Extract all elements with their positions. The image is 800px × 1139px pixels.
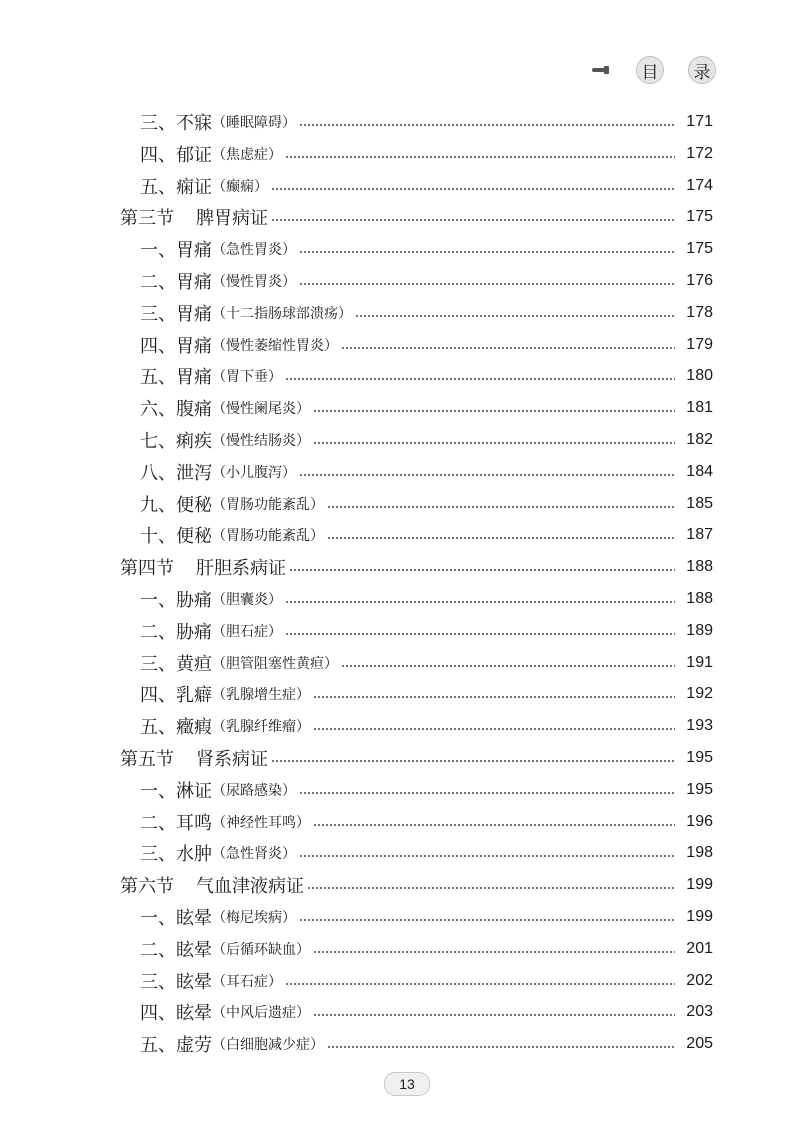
- toc-page-number: 195: [686, 780, 713, 798]
- toc-entry-subtitle: （慢性结肠炎）: [212, 433, 310, 449]
- toc-leader-dots: [327, 537, 675, 539]
- toc-entry-subtitle: （尿路感染）: [212, 782, 296, 799]
- toc-section-row: [0, 742, 800, 774]
- toc-entry-row: [0, 965, 800, 997]
- toc-entry-subtitle: （胆囊炎）: [212, 592, 282, 608]
- toc-page-number: 176: [686, 272, 713, 289]
- toc-entry-title: 五、痫证: [140, 176, 212, 198]
- toc-entry-subtitle: （胃下垂）: [212, 369, 282, 386]
- toc-entry-row: [0, 837, 800, 869]
- toc-entry-title: 三、黄疸: [140, 653, 212, 675]
- toc-entry-row: [0, 933, 800, 965]
- toc-leader-dots: [271, 760, 675, 762]
- toc-page-number: 184: [686, 462, 713, 480]
- toc-entry-row: [0, 678, 800, 710]
- toc-entry-title: 八、泄泻: [140, 462, 212, 484]
- toc-entry-title: 一、眩晕: [140, 908, 212, 929]
- toc-section-title: 气血津液病证: [196, 876, 304, 898]
- toc-entry-title: 五、虚劳: [140, 1035, 212, 1057]
- toc-entry-subtitle: （中风后遗症）: [212, 1005, 310, 1022]
- toc-page-number: 181: [686, 399, 713, 417]
- toc-entry-subtitle: （乳腺纤维瘤）: [212, 719, 310, 736]
- toc-entry-row: [0, 996, 800, 1028]
- toc-leader-dots: [313, 728, 675, 730]
- toc-entry-title: 二、眩晕: [140, 939, 212, 961]
- toc-section-label: 第五节: [120, 749, 174, 770]
- toc-entry-title: 一、胁痛: [140, 590, 212, 611]
- toc-entry-title: 三、不寐: [140, 113, 212, 134]
- toc-entry-row: [0, 488, 800, 520]
- toc-entry-subtitle: （十二指肠球部溃疡）: [212, 305, 352, 322]
- toc-leader-dots: [307, 887, 675, 889]
- toc-section-label: 第六节: [120, 876, 174, 898]
- toc-entry-title: 三、胃痛: [140, 303, 212, 325]
- toc-leader-dots: [313, 824, 675, 826]
- toc-page-number: 172: [686, 144, 713, 162]
- toc-entry-title: 四、眩晕: [140, 1003, 212, 1025]
- toc-leader-dots: [313, 696, 675, 698]
- brush-ornament-icon: [592, 65, 608, 75]
- toc-entry-title: 四、乳癖: [140, 685, 212, 707]
- header-char-mu: 目: [636, 56, 664, 84]
- toc-entry-subtitle: （癫痫）: [212, 178, 268, 195]
- toc-section-label: 第四节: [120, 558, 174, 580]
- toc-page-number: 192: [686, 685, 713, 703]
- toc-page-number: 179: [686, 335, 713, 353]
- toc-page-number: 178: [686, 303, 713, 321]
- toc-entry-subtitle: （胃肠功能紊乱）: [212, 496, 324, 513]
- toc-page-number: 187: [686, 526, 713, 544]
- toc-leader-dots: [313, 442, 675, 444]
- toc-entry-subtitle: （乳腺增生症）: [212, 687, 310, 704]
- toc-entry-row: [0, 519, 800, 551]
- toc-page-number: 193: [686, 717, 713, 735]
- toc-leader-dots: [355, 315, 675, 317]
- toc-entry-title: 九、便秘: [140, 494, 212, 516]
- toc-entry-title: 七、痢疾: [140, 431, 212, 452]
- toc-entry-title: 四、郁证: [140, 144, 212, 166]
- toc-leader-dots: [313, 951, 675, 953]
- toc-entry-subtitle: （胆石症）: [212, 623, 282, 640]
- toc-entry-subtitle: （急性肾炎）: [212, 846, 296, 863]
- toc-entry-row: [0, 710, 800, 742]
- toc-page-number: 175: [686, 240, 713, 258]
- toc-entry-row: [0, 1028, 800, 1060]
- toc-entry-title: 二、耳鸣: [140, 812, 212, 834]
- toc-leader-dots: [285, 156, 675, 158]
- toc-page-number: 203: [686, 1003, 713, 1021]
- toc-leader-dots: [299, 919, 675, 921]
- toc-entry-row: [0, 774, 800, 806]
- toc-entry-title: 二、胁痛: [140, 621, 212, 643]
- toc-leader-dots: [313, 410, 675, 412]
- toc-entry-subtitle: （急性胃炎）: [212, 242, 296, 259]
- toc-page-number: 196: [686, 812, 713, 830]
- toc-leader-dots: [289, 569, 675, 571]
- toc-entry-subtitle: （胃肠功能紊乱）: [212, 528, 324, 545]
- toc-leader-dots: [299, 855, 675, 857]
- toc-leader-dots: [271, 188, 675, 190]
- toc-page-number: 195: [686, 749, 713, 766]
- toc-page-number: 182: [686, 431, 713, 448]
- toc-leader-dots: [327, 1046, 675, 1048]
- toc-entry-subtitle: （慢性胃炎）: [212, 274, 296, 290]
- toc-entry-subtitle: （小儿腹泻）: [212, 464, 296, 481]
- toc-page-number: 198: [686, 844, 713, 862]
- toc-leader-dots: [285, 601, 675, 603]
- toc-entry-row: [0, 456, 800, 488]
- toc-entry-row: [0, 583, 800, 615]
- toc-section-row: [0, 201, 800, 233]
- toc-leader-dots: [327, 506, 675, 508]
- toc-leader-dots: [285, 983, 675, 985]
- toc-entry-title: 一、淋证: [140, 780, 212, 802]
- toc-entry-subtitle: （慢性萎缩性胃炎）: [212, 337, 338, 354]
- toc-page-number: 202: [686, 971, 713, 989]
- toc-page-number: 174: [686, 176, 713, 194]
- toc-page-number: 189: [686, 621, 713, 639]
- toc-entry-title: 二、胃痛: [140, 272, 212, 293]
- toc-page-number: 171: [686, 113, 713, 130]
- toc-entry-row: [0, 901, 800, 933]
- toc-leader-dots: [299, 283, 675, 285]
- toc-page-number: 180: [686, 367, 713, 385]
- toc-entry-subtitle: （胆管阻塞性黄疸）: [212, 655, 338, 672]
- toc-section-title: 肝胆系病证: [196, 558, 286, 580]
- page-header: [592, 56, 716, 84]
- toc-entry-row: [0, 392, 800, 424]
- toc-entry-row: [0, 265, 800, 297]
- toc-leader-dots: [341, 347, 675, 349]
- toc-entry-subtitle: （耳石症）: [212, 973, 282, 990]
- toc-section-title: 脾胃病证: [196, 208, 268, 230]
- toc-entry-subtitle: （神经性耳鸣）: [212, 814, 310, 831]
- toc-entry-title: 三、眩晕: [140, 971, 212, 993]
- toc-entry-title: 六、腹痛: [140, 399, 212, 421]
- page-number: 13: [384, 1072, 430, 1096]
- toc-entry-row: [0, 360, 800, 392]
- toc-entry-title: 五、癥瘕: [140, 717, 212, 739]
- toc-leader-dots: [299, 792, 675, 794]
- toc-leader-dots: [299, 251, 675, 253]
- toc-entry-row: [0, 170, 800, 202]
- toc-section-title: 肾系病证: [196, 749, 268, 770]
- toc-entry-subtitle: （后循环缺血）: [212, 941, 310, 958]
- toc-entry-title: 四、胃痛: [140, 335, 212, 357]
- toc-entry-row: [0, 806, 800, 838]
- toc-page-number: 205: [686, 1035, 713, 1053]
- toc-entry-title: 三、水肿: [140, 844, 212, 866]
- toc-page-number: 185: [686, 494, 713, 512]
- toc-section-label: 第三节: [120, 208, 174, 230]
- header-char-lu: 录: [688, 56, 716, 84]
- toc-entry-row: [0, 329, 800, 361]
- toc-page-number: 175: [686, 208, 713, 226]
- toc-page-number: 199: [686, 908, 713, 925]
- toc-entry-subtitle: （慢性阑尾炎）: [212, 401, 310, 418]
- toc-entry-subtitle: （睡眠障碍）: [212, 115, 296, 131]
- toc-entry-row: [0, 233, 800, 265]
- toc-entry-row: [0, 424, 800, 456]
- toc-section-row: [0, 551, 800, 583]
- toc-page-number: 188: [686, 590, 713, 607]
- toc-entry-row: [0, 297, 800, 329]
- toc-entry-row: [0, 647, 800, 679]
- toc-leader-dots: [285, 633, 675, 635]
- toc-page-number: 188: [686, 558, 713, 576]
- toc-leader-dots: [299, 124, 675, 126]
- toc-leader-dots: [341, 665, 675, 667]
- toc-leader-dots: [313, 1014, 675, 1016]
- toc-entry-title: 五、胃痛: [140, 367, 212, 389]
- toc-leader-dots: [285, 378, 675, 380]
- toc-leader-dots: [299, 474, 675, 476]
- toc-entry-title: 十、便秘: [140, 526, 212, 548]
- toc-entry-row: [0, 615, 800, 647]
- toc-page-number: 201: [686, 939, 713, 957]
- toc-entry-subtitle: （梅尼埃病）: [212, 910, 296, 926]
- toc-entry-subtitle: （白细胞减少症）: [212, 1037, 324, 1054]
- toc-entry-title: 一、胃痛: [140, 240, 212, 262]
- toc-entry-subtitle: （焦虑症）: [212, 146, 282, 163]
- toc-section-row: [0, 869, 800, 901]
- toc-page-number: 191: [686, 653, 713, 671]
- toc-entry-row: [0, 106, 800, 138]
- toc-page-number: 199: [686, 876, 713, 894]
- toc-entry-row: [0, 138, 800, 170]
- toc-leader-dots: [271, 219, 675, 221]
